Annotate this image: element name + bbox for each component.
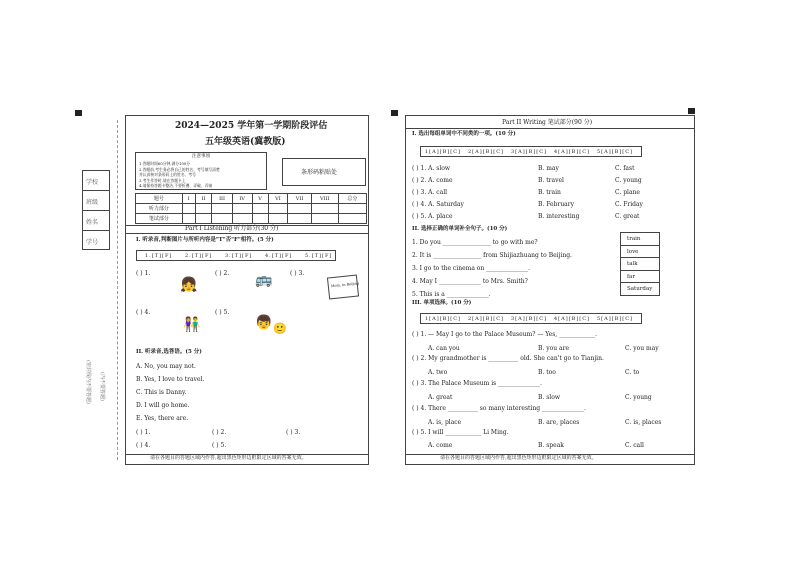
registration-mark <box>688 108 695 114</box>
answer-choice-group[interactable]: 1[A][B][C] <box>425 149 461 155</box>
q3-option-a: A. is, place <box>428 419 462 426</box>
answer-choice-group[interactable]: 5[A][B][C] <box>597 149 633 155</box>
seal-line-note-2: (内不要答题) <box>99 372 105 401</box>
q1-row: ( ) 2. A. come <box>412 177 453 184</box>
answer-choice-group[interactable]: 2[A][B][C] <box>468 316 504 322</box>
score-row-label: 听力部分 <box>136 204 183 214</box>
notice-line: 3.考生作答时,请在答题卡上 <box>139 177 186 183</box>
listening-item: ( ) 4. <box>136 309 151 316</box>
q3-option-c: C. you may <box>625 345 659 352</box>
q3-option-b: B. too <box>538 369 556 376</box>
q3-option-a: A. two <box>428 369 448 376</box>
q1-option-b: B. travel <box>538 177 564 184</box>
word-bank <box>620 232 660 296</box>
student-id-label: 学号 <box>86 239 99 246</box>
q1-row: ( ) 3. A. call <box>412 189 448 196</box>
notice-line: 并认真核对条形码上的姓名、考号 <box>139 172 196 177</box>
answer-choice-group[interactable]: 3[A][B][C] <box>511 149 547 155</box>
q2-sentence: 3. I go to the cinema on ______________. <box>412 265 531 272</box>
listening-item: ( ) 2. <box>215 270 230 277</box>
word-bank-item: love <box>621 246 659 259</box>
word-bank-item: far <box>621 271 659 284</box>
q1-option-c: C. fast <box>615 165 635 172</box>
q1-row: ( ) 4. A. Saturday <box>412 201 464 208</box>
answer-choice-group[interactable]: 1.[T][F] <box>145 253 173 259</box>
q3-option-b: B. you are <box>538 345 569 352</box>
q1-option-c: C. plane <box>615 189 640 196</box>
exam-subtitle: 五年级英语(冀教版) <box>205 137 286 147</box>
q2-sentence: 1. Do you ________________ to go with me? <box>412 239 538 246</box>
score-header: V <box>252 194 268 204</box>
student-info-column <box>82 170 110 250</box>
q3-option-c: C. to <box>625 369 640 376</box>
q3-option-c: C. is, places <box>625 419 662 426</box>
boy-picture-icon: 👦 <box>255 315 273 331</box>
notice-line: 2.答题前,考生务必将自己的姓名、考号填写清楚 <box>139 166 220 172</box>
q3-option-b: B. slow <box>538 394 560 401</box>
q1-option-b: B. may <box>538 165 559 172</box>
answer-choice-group[interactable]: 3[A][B][C] <box>511 316 547 322</box>
class-label: 班级 <box>86 199 99 206</box>
q3-option-b: B. are, places <box>538 419 580 426</box>
q3-question: ( ) 3. The Palace Museum is ______________. <box>412 380 543 387</box>
answer-choice-group[interactable]: 2[A][B][C] <box>468 149 504 155</box>
barcode-label: 条形码粘贴处 <box>301 169 338 176</box>
q3-option-a: A. great <box>428 394 453 401</box>
q1-option-c: C. great <box>615 213 640 220</box>
q2-option: E. Yes, there are. <box>136 415 189 422</box>
score-header: II <box>195 194 212 204</box>
notice-title: 注意事项 <box>192 154 210 159</box>
q1-option-b: B. train <box>538 189 561 196</box>
smile-picture-icon: 🙂 <box>273 322 287 335</box>
writing-q1: I. 选出每组单词中不同类的一项。(10 分) <box>412 131 516 137</box>
q1-option-b: B. interesting <box>538 213 580 220</box>
note-picture <box>327 274 359 299</box>
word-bank-item: Saturday <box>627 286 653 293</box>
barcode-area <box>282 158 366 186</box>
bus-picture-icon: 🚌 <box>255 272 273 288</box>
school-label: 学校 <box>86 179 99 186</box>
registration-mark <box>75 110 82 116</box>
part1-title: Part I Listening 听力部分(30 分) <box>185 225 279 232</box>
q3-option-c: C. young <box>625 394 652 401</box>
score-header: VIII <box>311 194 338 204</box>
q2-sentence: 2. It is ________________ from Shijiazhuang to Beijing. <box>412 252 572 259</box>
q2-item: ( ) 1. <box>136 429 151 436</box>
answer-choice-group[interactable]: 2.[T][F] <box>185 253 213 259</box>
score-header: VII <box>288 194 311 204</box>
answer-choice-group[interactable]: 1[A][B][C] <box>425 316 461 322</box>
seal-line-note: (密封线内不要答题) <box>85 360 91 404</box>
score-header: III <box>212 194 232 204</box>
q2-option: A. No, you may not. <box>136 363 196 370</box>
q2-option: B. Yes, I love to travel. <box>136 376 205 383</box>
word-bank-item: talk <box>621 258 659 271</box>
answer-choice-group[interactable]: 4.[T][F] <box>265 253 293 259</box>
q2-option: C. This is Danny. <box>136 389 187 396</box>
q3-question: ( ) 2. My grandmother is __________ old. She can't go to Tianjin. <box>412 355 604 362</box>
left-footer-note: 请在各题目的答题区域内作答,超出黑色矩形边框限定区域的答案无效。 <box>150 455 307 461</box>
score-header: 题号 <box>136 194 183 204</box>
part2-title: Part II Writing 笔试部分(90 分) <box>502 119 593 126</box>
score-header: 总分 <box>338 194 366 204</box>
q3-question: ( ) 1. — May I go to the Palace Museum? — Yes, ____________. <box>412 331 598 338</box>
q1-option-b: B. February <box>538 201 575 208</box>
listening-item: ( ) 1. <box>136 270 151 277</box>
seal-line <box>117 120 118 460</box>
answer-choice-group[interactable]: 5.[T][F] <box>305 253 333 259</box>
q2-item: ( ) 2. <box>212 429 227 436</box>
notice-line: 4.请保持答题卡整洁,不要折叠、弄破、弄皱 <box>139 183 213 188</box>
listening-item: ( ) 3. <box>290 270 305 277</box>
q1-option-c: C. young <box>615 177 642 184</box>
score-row-label: 笔试部分 <box>136 214 183 224</box>
q2-sentence: 4. May I ______________ to Mrs. Smith? <box>412 278 528 285</box>
registration-mark <box>391 110 398 116</box>
q3-option-c: C. call <box>625 442 644 449</box>
listening-item: ( ) 5. <box>215 309 230 316</box>
notice-line: 1.答题时间60分钟,满分100分 <box>139 161 191 166</box>
girl-picture-icon: 👧 <box>180 277 198 293</box>
name-label: 姓名 <box>86 219 99 226</box>
children-picture-icon: 👫 <box>183 317 201 333</box>
q2-sentence: 5. This is a ______________. <box>412 291 491 298</box>
q3-option-b: B. speak <box>538 442 564 449</box>
score-table <box>135 193 367 224</box>
answer-choice-group[interactable]: 5[A][B][C] <box>597 316 633 322</box>
right-footer-note: 请在各题目的答题区域内作答,超出黑色矩形边框限定区域的答案无效。 <box>440 455 597 461</box>
q2-item: ( ) 4. <box>136 442 151 449</box>
q3-question: ( ) 4. There __________ so many interesting ______________. <box>412 405 586 412</box>
answer-choice-group[interactable]: 3.[T][F] <box>225 253 253 259</box>
q1-row: ( ) 5. A. place <box>412 213 453 220</box>
score-header: VI <box>268 194 288 204</box>
writing-q2: II. 选择正确的单词补全句子。(10 分) <box>412 226 508 232</box>
q1-option-c: C. Friday <box>615 201 643 208</box>
score-header: I <box>182 194 195 204</box>
answer-choice-group[interactable]: 4[A][B][C] <box>554 316 590 322</box>
q1-row: ( ) 1. A. slow <box>412 165 451 172</box>
note-text: Mom, to Beijing <box>330 281 360 289</box>
q3-option-a: A. come <box>428 442 453 449</box>
answer-choice-group[interactable]: 4[A][B][C] <box>554 149 590 155</box>
listening-q1: I. 听录音,判断图片与所听内容是"T"否"F"相符。(5 分) <box>136 237 274 243</box>
q2-item: ( ) 5. <box>212 442 227 449</box>
score-header: IV <box>232 194 252 204</box>
q2-option: D. I will go home. <box>136 402 190 409</box>
notice-box <box>135 152 267 190</box>
q2-item: ( ) 3. <box>286 429 301 436</box>
listening-q2: II. 听录音,选答语。(5 分) <box>136 349 202 355</box>
exam-title: 2024—2025 学年第一学期阶段评估 <box>175 121 328 131</box>
writing-q3: III. 单项选择。(10 分) <box>412 300 472 306</box>
word-bank-item: train <box>621 233 659 246</box>
q3-question: ( ) 5. I will ____________ Li Ming. <box>412 429 509 436</box>
q3-option-a: A. can you <box>428 345 460 352</box>
